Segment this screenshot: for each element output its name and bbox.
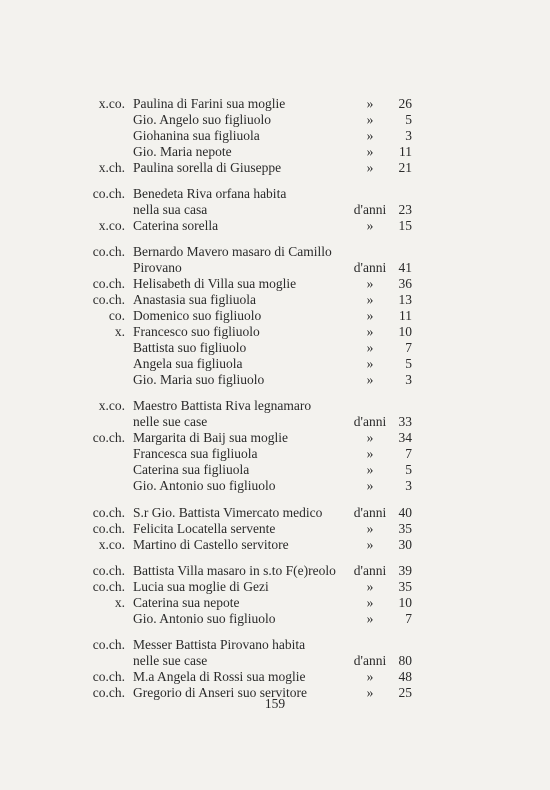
entry-text: Domenico suo figliuolo: [133, 308, 262, 323]
age-unit: »: [366, 308, 374, 323]
age-value: 11: [399, 144, 412, 159]
entry-text: Bernardo Mavero masaro di Camillo: [133, 244, 332, 259]
age-value: 21: [398, 160, 412, 175]
entry-text: Giohanina sua figliuola: [133, 128, 260, 143]
age-value: 7: [405, 611, 412, 626]
entry-text: Gio. Maria suo figliuolo: [133, 372, 265, 387]
age-value: 25: [398, 685, 412, 700]
age-unit: »: [366, 340, 374, 355]
entry-text: Maestro Battista Riva legnamaro: [133, 398, 312, 413]
list-item: [0, 669, 550, 685]
list-item: [0, 308, 550, 324]
age-unit: »: [366, 144, 374, 159]
age-value: 3: [405, 478, 412, 493]
age-value: 35: [398, 579, 412, 594]
entry-text: Angela sua figliuola: [133, 356, 243, 371]
list-item: [0, 276, 550, 292]
status-code: co.ch.: [92, 430, 125, 445]
age-value: 35: [398, 521, 412, 536]
list-item: [0, 202, 550, 218]
age-unit: d'anni: [353, 414, 387, 429]
age-unit: »: [366, 430, 374, 445]
age-value: 39: [398, 563, 412, 578]
list-item: [0, 398, 550, 414]
list-item: [0, 324, 550, 340]
entry-text: Gio. Maria nepote: [133, 144, 232, 159]
entry-text: Gio. Antonio suo figliuolo: [133, 611, 276, 626]
age-unit: »: [366, 324, 374, 339]
entry-text: Francesco suo figliuolo: [133, 324, 260, 339]
list-item: [0, 186, 550, 202]
age-unit: d'anni: [353, 563, 387, 578]
age-unit: »: [366, 521, 374, 536]
status-code: x.co.: [98, 537, 125, 552]
entry-text: nelle sue case: [133, 653, 208, 668]
age-value: 40: [398, 505, 412, 520]
status-code: x.co.: [98, 398, 125, 413]
list-item: [0, 611, 550, 627]
age-value: 10: [398, 324, 412, 339]
status-code: co.ch.: [92, 186, 125, 201]
entry-text: Paulina di Farini sua moglie: [133, 96, 286, 111]
age-unit: »: [366, 685, 374, 700]
entry-text: Margarita di Baij sua moglie: [133, 430, 288, 445]
list-item: [0, 414, 550, 430]
status-code: x.: [114, 595, 125, 610]
status-code: co.ch.: [92, 521, 125, 536]
age-value: 13: [398, 292, 412, 307]
entry-text: Francesca sua figliuola: [133, 446, 258, 461]
age-unit: »: [366, 478, 374, 493]
status-code: x.co.: [98, 218, 125, 233]
age-unit: »: [366, 611, 374, 626]
entry-text: Benedeta Riva orfana habita: [133, 186, 287, 201]
age-unit: »: [366, 292, 374, 307]
age-value: 26: [398, 96, 412, 111]
entry-text: Gio. Angelo suo figliuolo: [133, 112, 271, 127]
age-unit: d'anni: [353, 505, 387, 520]
age-value: 7: [405, 446, 412, 461]
status-code: x.: [114, 324, 125, 339]
list-item: [0, 537, 550, 553]
entry-text: Battista suo figliuolo: [133, 340, 247, 355]
list-item: [0, 112, 550, 128]
age-value: 36: [398, 276, 412, 291]
list-item: [0, 595, 550, 611]
list-item: [0, 446, 550, 462]
age-value: 30: [398, 537, 412, 552]
entry-text: Lucia sua moglie di Gezi: [133, 579, 269, 594]
status-code: co.ch.: [92, 579, 125, 594]
status-code: co.ch.: [92, 505, 125, 520]
list-item: [0, 292, 550, 308]
entry-text: Martino di Castello servitore: [133, 537, 289, 552]
age-value: 5: [405, 112, 412, 127]
age-unit: »: [366, 356, 374, 371]
entry-text: Anastasia sua figliuola: [133, 292, 256, 307]
age-value: 48: [398, 669, 412, 684]
age-value: 41: [398, 260, 412, 275]
entry-text: nelle sue case: [133, 414, 208, 429]
list-item: [0, 96, 550, 112]
status-code: co.ch.: [92, 292, 125, 307]
list-item: [0, 478, 550, 494]
age-value: 34: [398, 430, 412, 445]
entry-text: M.a Angela di Rossi sua moglie: [133, 669, 306, 684]
age-value: 23: [398, 202, 412, 217]
list-item: [0, 430, 550, 446]
entry-text: Paulina sorella di Giuseppe: [133, 160, 282, 175]
list-item: [0, 160, 550, 176]
entry-text: nella sua casa: [133, 202, 208, 217]
status-code: co.: [108, 308, 125, 323]
page-number: 159: [264, 696, 286, 711]
age-unit: »: [366, 579, 374, 594]
age-unit: »: [366, 128, 374, 143]
list-item: [0, 144, 550, 160]
status-code: x.co.: [98, 96, 125, 111]
age-unit: »: [366, 276, 374, 291]
age-unit: »: [366, 462, 374, 477]
age-value: 11: [399, 308, 412, 323]
age-value: 33: [398, 414, 412, 429]
status-code: x.ch.: [98, 160, 125, 175]
list-item: [0, 340, 550, 356]
list-item: [0, 521, 550, 537]
age-value: 15: [398, 218, 412, 233]
age-unit: »: [366, 160, 374, 175]
age-unit: d'anni: [353, 202, 387, 217]
list-item: [0, 244, 550, 260]
list-item: [0, 356, 550, 372]
age-unit: »: [366, 537, 374, 552]
age-unit: d'anni: [353, 260, 387, 275]
age-unit: »: [366, 218, 374, 233]
entry-text: S.r Gio. Battista Vimercato medico: [133, 505, 323, 520]
status-code: co.ch.: [92, 685, 125, 700]
list-item: [0, 372, 550, 388]
age-value: 3: [405, 128, 412, 143]
entry-text: Caterina sua nepote: [133, 595, 240, 610]
age-unit: »: [366, 595, 374, 610]
list-item: [0, 653, 550, 669]
age-unit: »: [366, 96, 374, 111]
age-value: 3: [405, 372, 412, 387]
age-unit: »: [366, 669, 374, 684]
status-code: co.ch.: [92, 244, 125, 259]
status-code: co.ch.: [92, 637, 125, 652]
age-value: 7: [405, 340, 412, 355]
age-value: 80: [398, 653, 412, 668]
status-code: co.ch.: [92, 276, 125, 291]
list-item: [0, 637, 550, 653]
status-code: co.ch.: [92, 669, 125, 684]
entry-text: Gio. Antonio suo figliuolo: [133, 478, 276, 493]
entry-text: Helisabeth di Villa sua moglie: [133, 276, 297, 291]
age-unit: »: [366, 112, 374, 127]
age-unit: »: [366, 446, 374, 461]
entry-text: Battista Villa masaro in s.to F(e)reolo: [133, 563, 336, 578]
entry-text: Pirovano: [133, 260, 182, 275]
list-item: [0, 563, 550, 579]
list-item: [0, 218, 550, 234]
list-item: [0, 462, 550, 478]
age-value: 5: [405, 462, 412, 477]
list-item: [0, 505, 550, 521]
entry-text: Caterina sua figliuola: [133, 462, 250, 477]
age-unit: »: [366, 372, 374, 387]
list-item: [0, 260, 550, 276]
list-item: [0, 128, 550, 144]
list-item: [0, 579, 550, 595]
entry-text: Gregorio di Anseri suo servitore: [133, 685, 307, 700]
entry-text: Felicita Locatella servente: [133, 521, 276, 536]
age-unit: d'anni: [353, 653, 387, 668]
entry-text: Caterina sorella: [133, 218, 219, 233]
age-value: 5: [405, 356, 412, 371]
entry-text: Messer Battista Pirovano habita: [133, 637, 306, 652]
status-code: co.ch.: [92, 563, 125, 578]
age-value: 10: [398, 595, 412, 610]
